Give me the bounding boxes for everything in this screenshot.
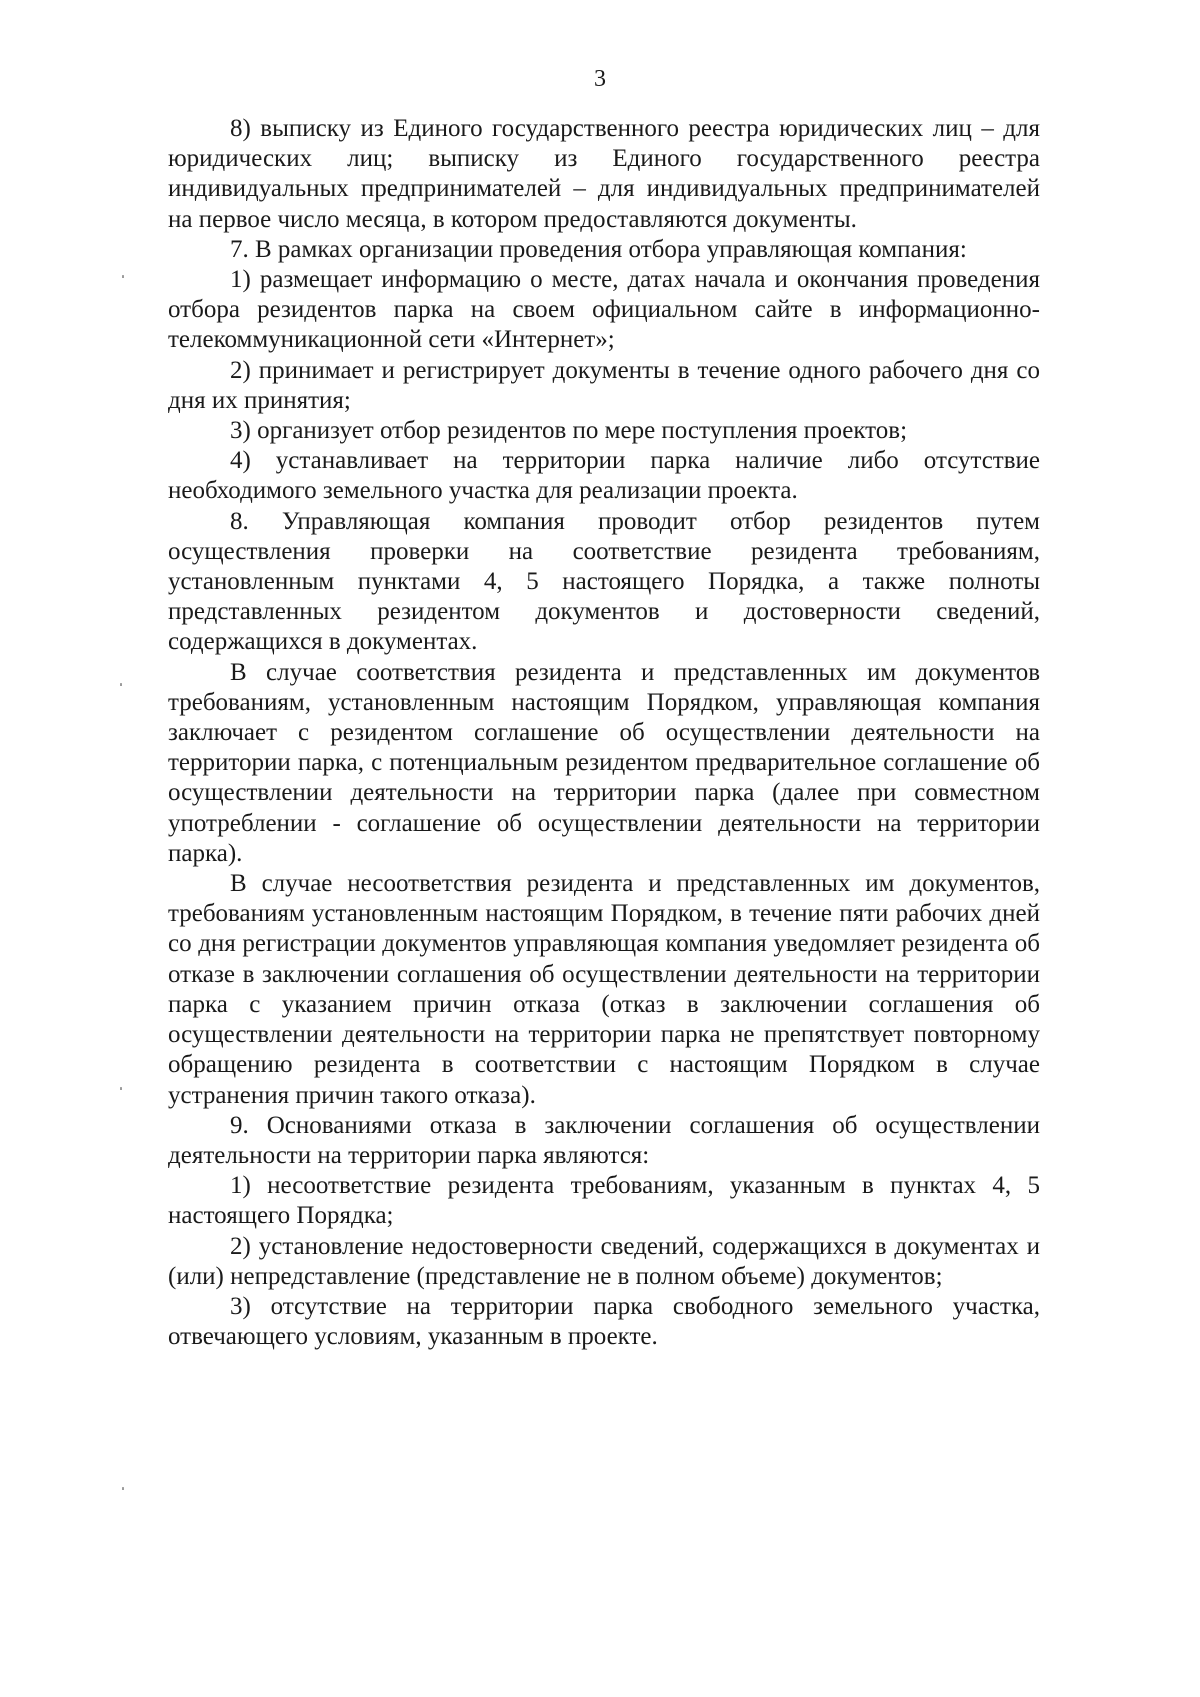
scan-mark: ˌ [120,1470,126,1490]
paragraph-9-intro: 9. Основаниями отказа в заключении соглашения об осуществлении деятельности на территории парка являются: [168,1111,1040,1169]
paragraph-8-compliance: В случае соответствия резидента и представленных им документов требованиям, установленным настоящим Порядком, управляющая компания заключает с резидентом соглашение об осуществлении деятельности на территории парка, с потенциальным резидентом предварительное соглашение об осуществлении деятельности на территории парка (далее при совместном употреблении - соглашение об осуществлении деятельности на территории парка). [168,658,1040,867]
page-number: 3 [594,66,606,92]
paragraph-7-intro: 7. В рамках организации проведения отбора управляющая компания: [230,235,967,263]
paragraph-8-extract: 8) выписку из Единого государственного реестра юридических лиц – для юридических лиц; выписку из Единого государственного реестра индивидуальных предпринимателей – для индивидуальных предпринимателей на первое число месяца, в котором предоставляются документы. [168,115,1040,233]
paragraph-9-item-1: 1) несоответствие резидента требованиям, указанным в пунктах 4, 5 настоящего Порядка; [168,1172,1040,1230]
document-body [168,114,1040,1352]
paragraph-8: 8. Управляющая компания проводит отбор резидентов путем осуществления проверки на соответствие резидента требованиям, установленным пунктами 4, 5 настоящего Порядка, а также полноты представленных резидентом документов и достоверности сведений, содержащихся в документах. [168,507,1040,656]
paragraph-9-item-2: 2) установление недостоверности сведений, содержащихся в документах и (или) непредставление (представление не в полном объеме) документов; [168,1232,1040,1290]
scan-mark: ˌ [118,666,124,686]
paragraph-8-noncompliance: В случае несоответствия резидента и представленных им документов, требованиям установленным настоящим Порядком, в течение пяти рабочих дней со дня регистрации документов управляющая компания уведомляет резидента об отказе в заключении соглашения об осуществлении деятельности на территории парка с указанием причин отказа (отказ в заключении соглашения об осуществлении деятельности на территории парка не препятствует повторному обращению резидента в соответствии с настоящим Порядком в случае устранения причин такого отказа). [168,870,1040,1109]
paragraph-7-item-4: 4) устанавливает на территории парка наличие либо отсутствие необходимого земельного участка для реализации проекта. [168,447,1040,505]
paragraph-7-item-3: 3) организует отбор резидентов по мере поступления проектов; [230,417,908,445]
scan-mark: ˌ [118,1070,124,1090]
paragraph-9-item-3: 3) отсутствие на территории парка свободного земельного участка, отвечающего условиям, указанным в проекте. [168,1292,1040,1351]
paragraph-7-item-1: 1) размещает информацию о месте, датах начала и окончания проведения отбора резидентов парка на своем официальном сайте в информационно-телекоммуникационной сети «Интернет»; [168,266,1040,354]
paragraph-7-item-2: 2) принимает и регистрирует документы в течение одного рабочего дня со дня их принятия; [168,356,1040,414]
scan-mark: ˌ [120,258,126,278]
